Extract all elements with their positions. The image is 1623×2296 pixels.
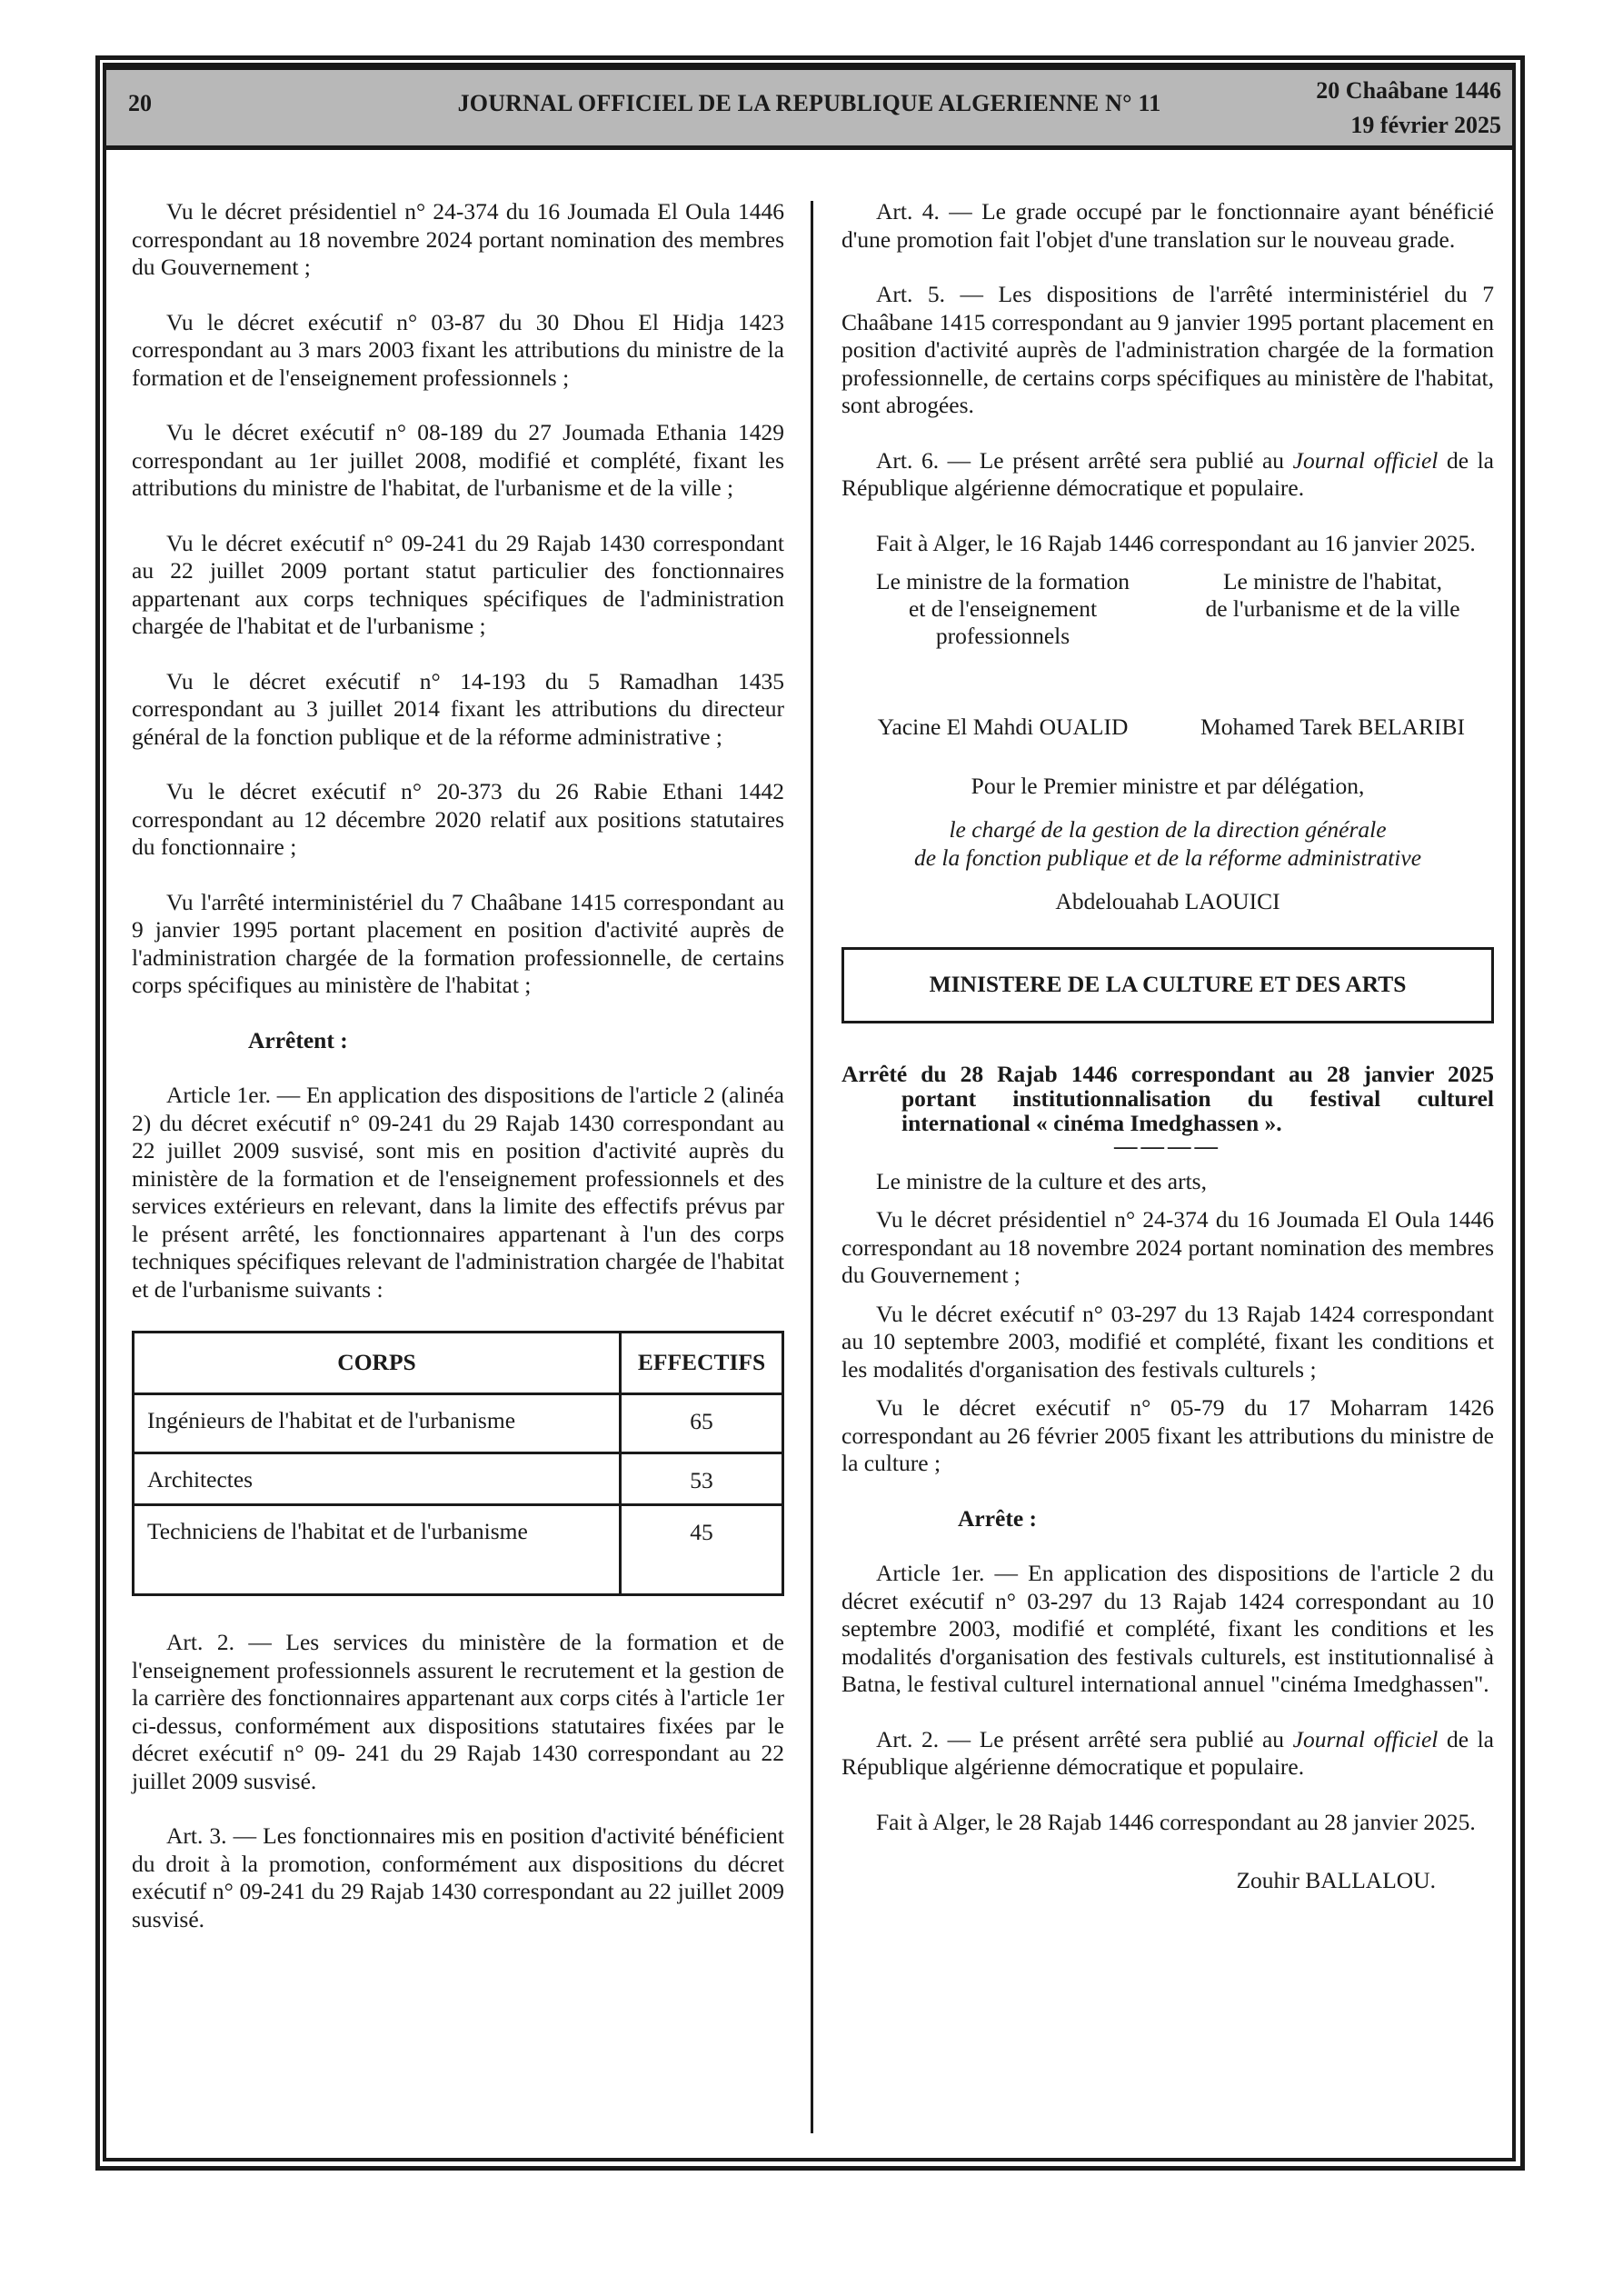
journal-officiel-ref: Journal officiel: [1292, 446, 1439, 474]
issue-date: [1316, 74, 1501, 143]
delegate-name: Abdelouahab LAOUICI: [1055, 888, 1280, 914]
delegation-line: Pour le Premier ministre et par délégation,: [971, 772, 1365, 799]
signer-name: Zouhir BALLALOU.: [1236, 1867, 1436, 1893]
visa-paragraph: Vu l'arrêté interministériel du 7 Chaâbane 1415 correspondant au 9 janvier 1995 portant placement en position d'activité auprès de l'administration chargée de la formation professionnelle, de certains corps spécifiques au ministère de l'habitat ;: [132, 888, 784, 998]
signatory-title-habitat: Le ministre de l'habitat, de l'urbanisme et de la ville: [1205, 568, 1460, 622]
article-1: Article 1er. — En application des dispositions de l'article 2 du décret exécutif n° 03-297 du 13 Rajab 1424 correspondant au 10 septembre 2003, modifié et complété, fixant les conditions et les modalités d'organisation des festivals culturels, est institutionnalisé à Batna, le festival culturel international annuel "cinéma Imedghassen".: [841, 1560, 1494, 1697]
fait-a-alger: Fait à Alger, le 16 Rajab 1446 correspondant au 16 janvier 2025.: [876, 529, 1476, 556]
effectifs-cell: 65: [621, 1394, 783, 1453]
signatory-titles: [841, 568, 1494, 650]
minister-line: Le ministre de la culture et des arts,: [876, 1167, 1207, 1194]
corps-cell: Architectes: [134, 1453, 621, 1505]
table-row: [134, 1505, 783, 1595]
article-2: Art. 2. — Les services du ministère de la formation et de l'enseignement professionnels assurent le recrutement et la gestion de la carrière des fonctionnaires appartenant aux corps cités à l'article 1er ci-dessus, conformément aux dispositions statutaires fixées par le décret exécutif n° 09- 241 du 29 Rajab 1430 correspondant au 22 juillet 2009 susvisé.: [132, 1629, 784, 1794]
journal-officiel-ref: Journal officiel: [1292, 1725, 1439, 1752]
column-header-corps: CORPS: [134, 1333, 621, 1394]
page-number: 20: [128, 90, 152, 116]
visa-paragraph: Vu le décret exécutif n° 03-297 du 13 Rajab 1424 correspondant au 10 septembre 2003, modifié et complété, fixant les conditions et les modalités d'organisation des festivals culturels ;: [841, 1300, 1494, 1383]
article-2: Art. 2. — Le présent arrêté sera publié au Journal officiel de la République algérienne démocratique et populaire.: [841, 1725, 1494, 1780]
column-divider: [811, 201, 813, 2133]
fait-a-alger: Fait à Alger, le 28 Rajab 1446 correspondant au 28 janvier 2025.: [876, 1808, 1476, 1835]
visa-paragraph: Vu le décret exécutif n° 14-193 du 5 Ramadhan 1435 correspondant au 3 juillet 2014 fixant les attributions du directeur général de la fonction publique et de la réforme administrative ;: [132, 667, 784, 750]
journal-title: JOURNAL OFFICIEL DE LA REPUBLIQUE ALGERIENNE N° 11: [457, 90, 1161, 116]
visa-paragraph: Vu le décret exécutif n° 05-79 du 17 Moharram 1426 correspondant au 26 février 2005 fixant les attributions du ministre de la culture ;: [841, 1394, 1494, 1476]
visa-paragraph: Vu le décret exécutif n° 09-241 du 29 Rajab 1430 correspondant au 22 juillet 2009 portant statut particulier des fonctionnaires appartenant aux corps techniques spécifiques de l'administration chargée de l'habitat et de l'urbanisme ;: [132, 529, 784, 639]
right-column: [841, 198, 1494, 1918]
visa-paragraph: Vu le décret présidentiel n° 24-374 du 16 Joumada El Oula 1446 correspondant au 18 novembre 2024 portant nomination des membres du Gouvernement ;: [132, 198, 784, 280]
title-separator: ————: [1114, 1132, 1221, 1159]
date-gregorian: 19 février 2025: [1350, 112, 1501, 138]
article-6: Art. 6. — Le présent arrêté sera publié au Journal officiel de la République algérienne démocratique et populaire.: [841, 446, 1494, 501]
article-1: Article 1er. — En application des dispositions de l'article 2 (alinéa 2) du décret exécutif n° 09-241 du 29 Rajab 1430 correspondant au 22 juillet 2009 susvisé, sont mis en position d'activité auprès du ministère de la formation et de l'enseignement professionnels et des services extérieurs en relevant, dans la limite des effectifs prévus par le présent arrêté, les fonctionnaires appartenant à l'un des corps techniques spécifiques relevant de l'administration chargée de l'habitat et de l'urbanisme suivants :: [132, 1082, 784, 1303]
visa-paragraph: Vu le décret exécutif n° 03-87 du 30 Dhou El Hidja 1423 correspondant au 3 mars 2003 fixant les attributions du ministre de la formation et de l'enseignement professionnels ;: [132, 308, 784, 391]
visa-paragraph: Vu le décret présidentiel n° 24-374 du 16 Joumada El Oula 1446 correspondant au 18 novembre 2024 portant nomination des membres du Gouvernement ;: [841, 1206, 1494, 1288]
article-4: Art. 4. — Le grade occupé par le fonctionnaire ayant bénéficié d'une promotion fait l'objet d'une translation sur le nouveau grade.: [841, 198, 1494, 253]
journal-header: [106, 66, 1512, 150]
effectifs-cell: 53: [621, 1453, 783, 1505]
left-column: [132, 198, 784, 1961]
corps-cell: Ingénieurs de l'habitat et de l'urbanisme: [134, 1394, 621, 1453]
article-5: Art. 5. — Les dispositions de l'arrêté interministériel du 7 Chaâbane 1415 correspondant au 9 janvier 1995 portant placement en position d'activité auprès de l'administration chargée de la formation professionnelle, de certains corps spécifiques au ministère de l'habitat, sont abrogées.: [841, 281, 1494, 418]
delegate-title: le chargé de la gestion de la direction générale de la fonction publique et de la réforme administrative: [913, 816, 1422, 871]
table-row: [134, 1394, 783, 1453]
corps-effectifs-table: [132, 1331, 784, 1596]
signatory-title-formation: Le ministre de la formation et de l'enseignement professionnels: [876, 568, 1130, 649]
ministry-section-box: MINISTERE DE LA CULTURE ET DES ARTS: [841, 947, 1494, 1023]
signatory-names: [841, 714, 1494, 742]
article-3: Art. 3. — Les fonctionnaires mis en position d'activité bénéficient du droit à la promotion, conformément aux dispositions du décret exécutif n° 09-241 du 29 Rajab 1430 correspondant au 22 juillet 2009 susvisé.: [132, 1822, 784, 1932]
signatory-name: Yacine El Mahdi OUALID: [877, 714, 1129, 740]
arrete-heading: Arrête :: [958, 1504, 1038, 1532]
table-row: [134, 1453, 783, 1505]
visa-paragraph: Vu le décret exécutif n° 20-373 du 26 Rabie Ethani 1442 correspondant au 12 décembre 2020 relatif aux positions statutaires du fonctionnaire ;: [132, 778, 784, 860]
visa-paragraph: Vu le décret exécutif n° 08-189 du 27 Joumada Ethania 1429 correspondant au 1er juillet 2008, modifié et complété, fixant les attributions du ministre de l'habitat, de l'urbanisme et de la ville ;: [132, 419, 784, 501]
arretent-heading: Arrêtent :: [248, 1026, 348, 1053]
effectifs-cell: 45: [621, 1505, 783, 1595]
corps-cell: Techniciens de l'habitat et de l'urbanisme: [134, 1505, 621, 1595]
date-hijri: 20 Chaâbane 1446: [1316, 77, 1501, 104]
arrete-title: Arrêté du 28 Rajab 1446 correspondant au 28 janvier 2025 portant institutionnalisation du festival culturel international « cinéma Imedghassen ».: [841, 1060, 1494, 1136]
column-header-effectifs: EFFECTIFS: [621, 1333, 783, 1394]
table-header-row: [134, 1333, 783, 1394]
signatory-name: Mohamed Tarek BELARIBI: [1200, 714, 1465, 740]
